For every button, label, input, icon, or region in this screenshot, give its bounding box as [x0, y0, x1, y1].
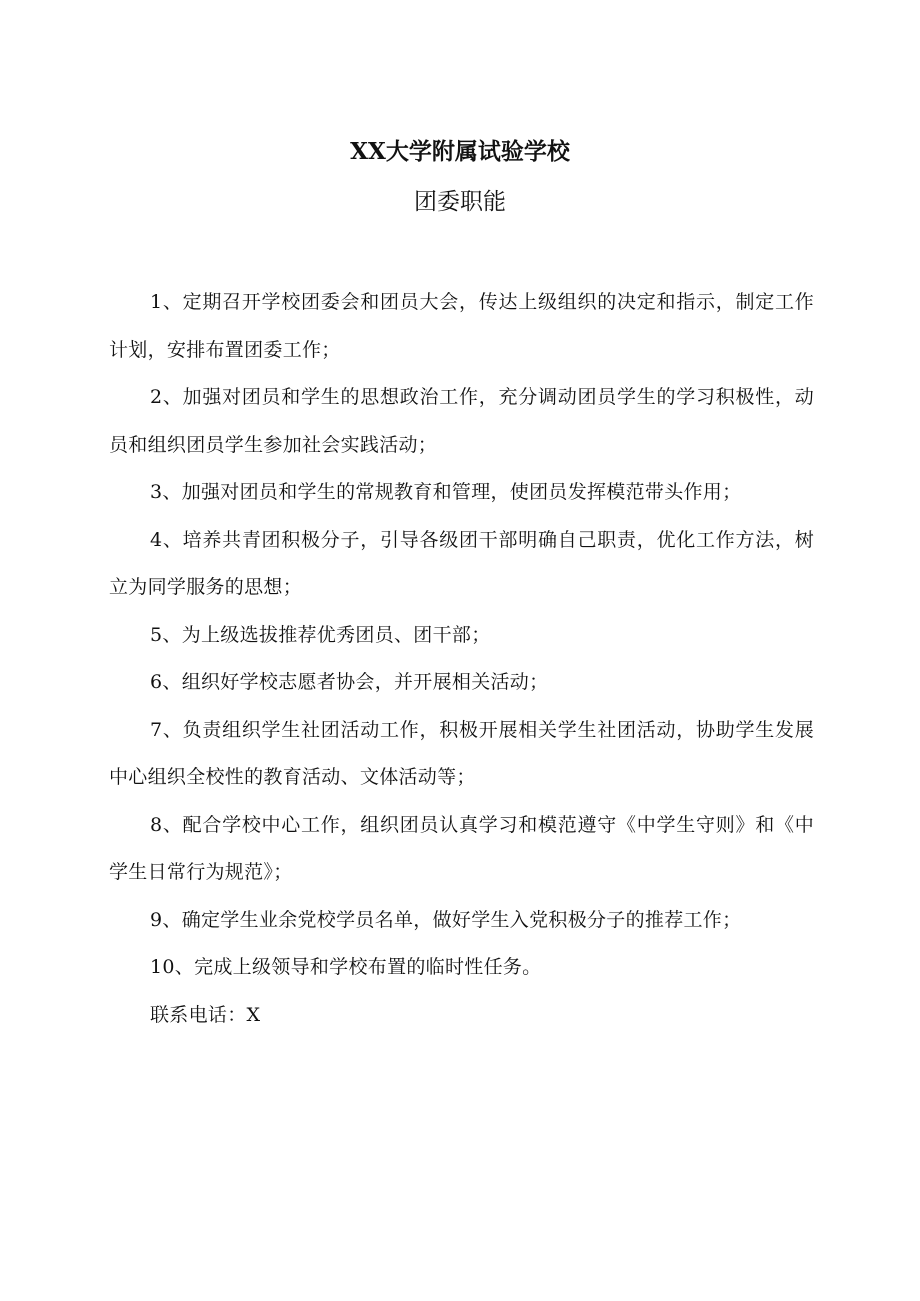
paragraph-6: 6、组织好学校志愿者协会，并开展相关活动；	[150, 671, 549, 693]
document-subtitle: 团委职能	[414, 189, 506, 215]
contact-phone: 联系电话：X	[150, 1003, 261, 1026]
paragraph-7: 7、负责组织学生社团活动工作，积极开展相关学生社团活动，协助学生发展中心组织全校性的教育活动、文体活动等；	[109, 718, 814, 788]
paragraph-1: 1、定期召开学校团委会和团员大会，传达上级组织的决定和指示，制定工作计划，安排布置团委工作；	[109, 291, 814, 361]
paragraph-5: 5、为上级选拔推荐优秀团员、团干部；	[150, 623, 491, 646]
paragraph-9: 9、确定学生业余党校学员名单，做好学生入党积极分子的推荐工作；	[150, 908, 742, 931]
document-body	[109, 279, 814, 1039]
paragraph-8: 8、配合学校中心工作，组织团员认真学习和模范遵守《中学生守则》和《中学生日常行为规范》；	[109, 813, 814, 883]
document-title-text: 大学附属试验学校	[385, 138, 570, 165]
paragraph-2: 2、加强对团员和学生的思想政治工作，充分调动团员学生的学习积极性，动员和组织团员学生参加社会实践活动；	[109, 386, 814, 456]
paragraph-4: 4、培养共青团积极分子，引导各级团干部明确自己职责，优化工作方法，树立为同学服务的思想；	[109, 528, 814, 598]
paragraph-10: 10、完成上级领导和学校布置的临时性任务。	[150, 956, 542, 978]
document-title-prefix: XX	[350, 138, 386, 165]
paragraph-3: 3、加强对团员和学生的常规教育和管理，使团员发挥模范带头作用；	[150, 481, 742, 503]
document-title	[0, 137, 920, 167]
